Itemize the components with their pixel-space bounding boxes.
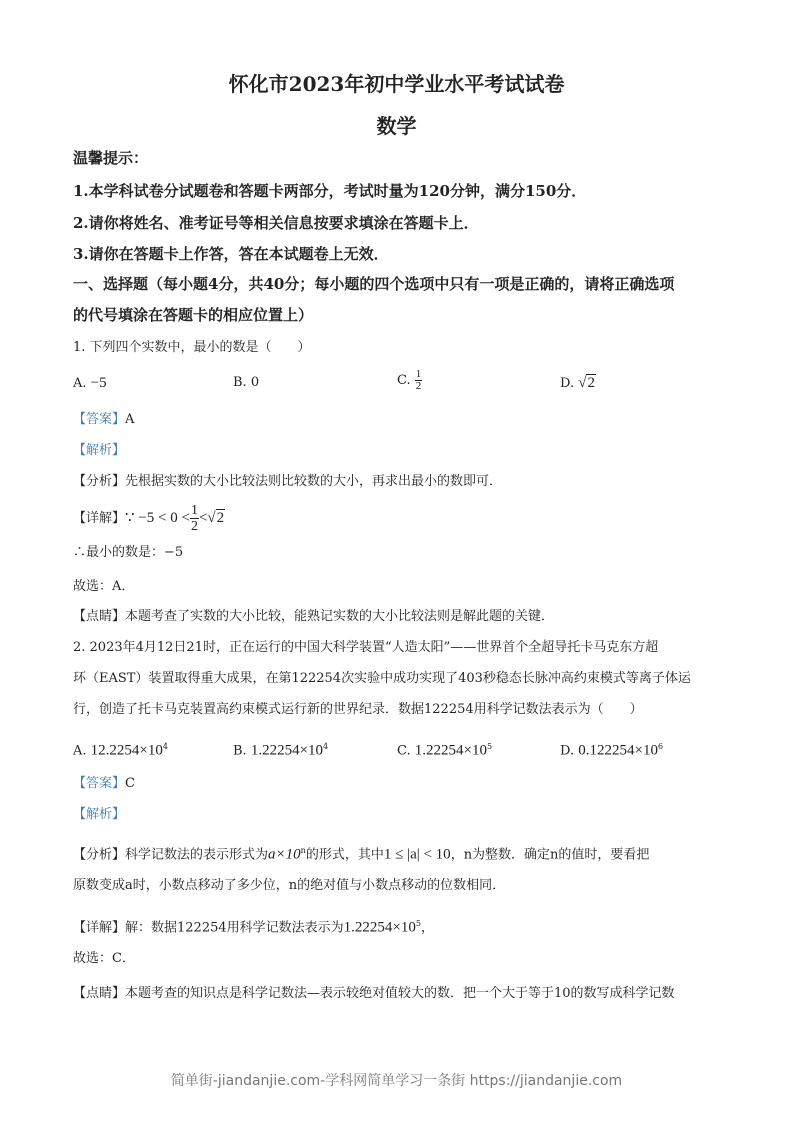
q2-jiexi: 【解析】 xyxy=(73,807,126,822)
page-title: 怀化市2023年初中学业水平考试试卷 xyxy=(228,72,565,96)
q2-fenxi-cont: 原数变成a时，小数点移动了多少位，n的绝对值与小数点移动的位数相同． xyxy=(73,878,506,893)
q2-option-c: C. $1.22254\times 10^5$ xyxy=(397,742,493,759)
q2-dianjing: 【点睛】本题考查的知识点是科学记数法—表示较绝对值较大的数．把一个大于等于10的数写成科学记数 xyxy=(73,986,675,1001)
notice-item: 1.本学科试卷分试题卷和答题卡两部分，考试时量为120分钟，满分150分． xyxy=(73,182,587,200)
q2-answer: 【答案】C xyxy=(73,776,135,791)
q1-xiangjie: 【详解】∵ −5 < 0 < $\frac{1}{2}$ <√2 xyxy=(73,503,225,534)
q1-conclusion: ∴最小的数是：−5 xyxy=(73,545,184,560)
q1-option-b: B. 0 xyxy=(233,375,260,390)
q1-jiexi: 【解析】 xyxy=(73,443,126,458)
q1-stem: 1. 下列四个实数中，最小的数是（ ） xyxy=(73,340,311,355)
section-heading: 一、选择题（每小题4分，共40分；每小题的四个选项中只有一项是正确的，请将正确选项 xyxy=(73,275,675,293)
subject-title: 数学 xyxy=(376,114,417,138)
q1-options xyxy=(73,368,723,397)
q1-fenxi: 【分析】先根据实数的大小比较法则比较数的大小，再求出最小的数即可． xyxy=(73,474,503,489)
q1-dianjing: 【点睛】本题考查了实数的大小比较，能熟记实数的大小比较法则是解此题的关键． xyxy=(73,609,555,624)
q2-xiangjie: 【详解】解：数据122254用科学记数法表示为$1.22254\times 10^5$， xyxy=(73,919,434,936)
notice-item: 3.请你在答题卡上作答，答在本试题卷上无效． xyxy=(73,245,389,263)
section-heading-cont: 的代号填涂在答题卡的相应位置上） xyxy=(73,306,314,324)
q1-option-a: A. −5 xyxy=(73,375,107,391)
notice-item: 2.请你将姓名、准考证号等相关信息按要求填涂在答题卡上． xyxy=(73,214,479,232)
q2-option-a: A. $12.2254\times 10^4$ xyxy=(73,742,168,759)
q2-fenxi: 【分析】科学记数法的表示形式为$a\times 10^n$的形式，其中1 ≤ |a| < 10，n为整数．确定n的值时，要看把 xyxy=(73,846,650,863)
q2-option-d: D. $0.122254\times 10^6$ xyxy=(560,742,664,759)
q1-option-c: C. $\frac{1}{2}$ xyxy=(397,368,422,392)
q2-choose: 故选：C． xyxy=(73,951,135,966)
q2-stem: 环（EAST）装置取得重大成果，在第122254次实验中成功实现了403秒稳态长脉冲高约束模式等离子体运 xyxy=(73,671,691,686)
q2-option-b: B. $1.22254\times 10^4$ xyxy=(233,742,329,759)
q2-stem: 行，创造了托卡马克装置高约束模式运行新的世界纪录．数据122254用科学记数法表示为（ ） xyxy=(73,702,643,717)
q1-option-d: D. √2 xyxy=(560,375,595,391)
q1-choose: 故选：A． xyxy=(73,579,135,594)
footer-watermark: 简单街-jiandanjie.com-学科网简单学习一条街 https://jiandanjie.com xyxy=(170,1073,623,1089)
q1-answer: 【答案】A xyxy=(73,412,135,427)
q2-options xyxy=(73,737,723,761)
q2-stem: 2. 2023年4月12日21时，正在运行的中国大科学装置“人造太阳”——世界首个全超导托卡马克东方超 xyxy=(73,640,659,655)
notice-heading: 温馨提示： xyxy=(73,149,149,167)
